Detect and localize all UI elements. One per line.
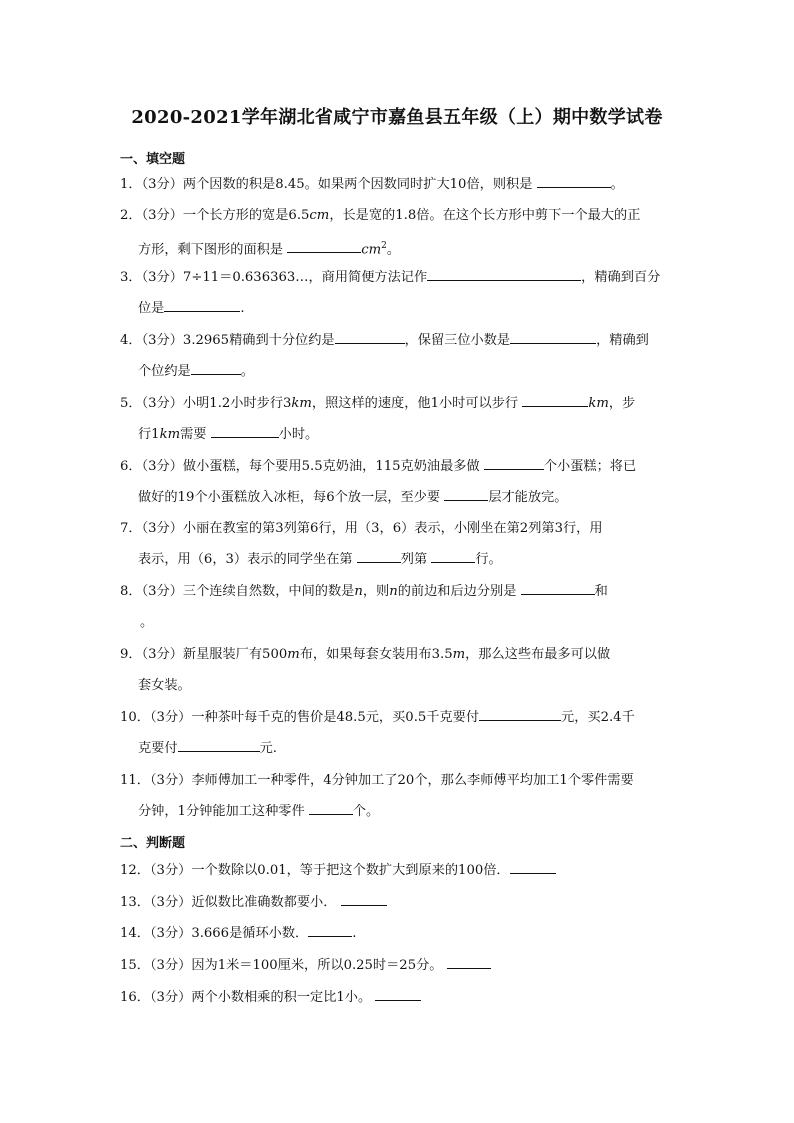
q7-text-d: 行。 <box>475 552 502 567</box>
q5-unit-km-2: km <box>588 396 609 411</box>
q9-text-d: 套女装。 <box>138 678 191 693</box>
q5-text-f: 小时。 <box>278 427 319 442</box>
section-fill-heading: 一、填空题 <box>120 152 186 167</box>
q3-text-d: . <box>240 301 245 316</box>
q3-blank-1[interactable] <box>427 267 581 281</box>
q5-text-e: 需要 <box>180 427 211 442</box>
q4-text-d: 个位约是 <box>138 364 191 379</box>
q10-text-a: 10．（3分）一种茶叶每千克的售价是48.5元，买0.5千克要付 <box>120 710 480 725</box>
q2-unit-cm2: cm <box>361 242 382 258</box>
q14-blank[interactable] <box>308 923 352 937</box>
q5-unit-km-1: km <box>291 396 312 411</box>
q13-text: 13．（3分）近似数比准确数都要小． <box>120 895 341 910</box>
q14-text-end: . <box>352 926 357 941</box>
q9-unit-m-1: m <box>287 647 300 662</box>
q8-text-b: ，则 <box>362 584 390 599</box>
q8-text-e: 。 <box>140 615 154 630</box>
q16-text: 16．（3分）两个小数相乘的积一定比1小。 <box>120 990 376 1005</box>
q7-blank-2[interactable] <box>431 549 475 563</box>
q5-text-c: ，步 <box>608 396 636 411</box>
q8-text-d: 和 <box>594 584 608 599</box>
q1-end: 。 <box>610 177 624 192</box>
q14-text: 14．（3分）3.666是循环小数． <box>120 926 309 941</box>
q5-unit-km-3: km <box>159 427 181 442</box>
q10-text-b: 元，买2.4千 <box>561 710 635 725</box>
q16-blank[interactable] <box>375 987 421 1001</box>
question-9 <box>120 639 676 701</box>
question-16 <box>120 982 676 1013</box>
question-7 <box>120 513 676 575</box>
q8-text-a: 8．（3分）三个连续自然数，中间的数是 <box>120 584 355 599</box>
q5-text-b: ，照这样的速度，他1小时可以步行 <box>311 396 523 411</box>
q2-text-a: 2．（3分）一个长方形的宽是6.5 <box>120 208 310 223</box>
q6-text-c: 做好的19个小蛋糕放入冰柜，每6个放一层，至少要 <box>138 490 445 505</box>
q8-var-n-2: n <box>389 584 398 599</box>
q6-text-a: 6．（3分）做小蛋糕，每个要用5.5克奶油，115克奶油最多做 <box>120 459 484 474</box>
q9-text-a: 9．（3分）新星服装厂有500 <box>120 647 288 662</box>
question-1 <box>120 169 676 200</box>
q7-text-c: 列第 <box>400 552 432 567</box>
q8-var-n-1: n <box>354 584 363 599</box>
q6-text-d: 层才能放完。 <box>488 490 568 505</box>
q10-blank-1[interactable] <box>479 707 561 721</box>
question-6 <box>120 451 676 513</box>
q7-blank-1[interactable] <box>357 549 401 563</box>
q3-blank-2[interactable] <box>164 298 240 312</box>
q4-text-c: ，精确到 <box>596 333 649 348</box>
q11-text-a: 11．（3分）李师傅加工一种零件，4分钟加工了20个，那么李师傅平均加工1个零件需要 <box>120 773 634 788</box>
q11-blank[interactable] <box>309 801 353 815</box>
q4-blank-3[interactable] <box>191 361 241 375</box>
q10-blank-2[interactable] <box>178 738 260 752</box>
q6-blank-2[interactable] <box>444 487 488 501</box>
question-12 <box>120 855 676 886</box>
q4-text-a: 4．（3分）3.2965精确到十分位约是 <box>120 333 335 348</box>
q9-text-c: ，那么这些布最多可以做 <box>465 647 611 662</box>
q10-text-c: 克要付 <box>138 741 178 756</box>
q8-text-c: 的前边和后边分别是 <box>397 584 521 599</box>
q9-unit-m-2: m <box>452 647 466 662</box>
q3-text-a: 3．（3分）7÷11＝0.636363…，商用简便方法记作 <box>120 270 428 285</box>
q8-blank[interactable] <box>521 581 595 595</box>
q12-blank[interactable] <box>510 860 556 874</box>
q2-text-c: 方形，剩下图形的面积是 <box>138 242 288 258</box>
q1-blank[interactable] <box>537 174 611 188</box>
q2-text-d: 。 <box>386 242 401 258</box>
question-4 <box>120 325 676 387</box>
question-13 <box>120 887 676 918</box>
q5-blank-2[interactable] <box>211 424 279 438</box>
q13-blank[interactable] <box>341 892 387 906</box>
q4-text-b: ，保留三位小数是 <box>404 333 511 348</box>
q2-unit-cm: cm <box>309 208 330 223</box>
question-3 <box>120 262 676 324</box>
q9-text-b: 布，如果每套女装用布3.5 <box>299 647 453 662</box>
q2-blank[interactable] <box>287 239 361 253</box>
q12-text: 12．（3分）一个数除以0.01，等于把这个数扩大到原来的100倍． <box>120 863 510 878</box>
page-title: 2020-2021学年湖北省咸宁市嘉鱼县五年级（上）期中数学试卷 <box>131 107 663 128</box>
q5-text-a: 5．（3分）小明1.2小时步行3 <box>120 396 292 411</box>
q1-text: 1．（3分）两个因数的积是8.45。如果两个因数同时扩大10倍，则积是 <box>120 177 537 192</box>
question-8 <box>120 576 676 638</box>
question-14 <box>120 918 676 949</box>
q4-blank-2[interactable] <box>510 330 596 344</box>
q3-text-b: ，精确到百分 <box>581 270 661 285</box>
q5-text-d: 行1 <box>138 427 160 442</box>
q11-text-c: 个。 <box>352 804 380 819</box>
q10-text-d: 元. <box>259 741 277 756</box>
question-11 <box>120 765 676 827</box>
q2-text-b: ，长是宽的1.8倍。在这个长方形中剪下一个最大的正 <box>329 208 641 223</box>
q5-blank-1[interactable] <box>522 393 588 407</box>
q3-text-c: 位是 <box>138 301 165 316</box>
q4-text-e: 。 <box>240 364 254 379</box>
q15-text: 15．（3分）因为1米＝100厘米，所以0.25时＝25分。 <box>120 958 447 973</box>
question-5 <box>120 388 676 450</box>
question-2 <box>120 200 676 265</box>
section-judge-heading: 二、判断题 <box>120 836 186 851</box>
q7-text-b: 表示，用（6，3）表示的同学坐在第 <box>138 552 357 567</box>
q7-text-a: 7．（3分）小丽在教室的第3列第6行，用（3，6）表示，小刚坐在第2列第3行，用 <box>120 521 603 536</box>
q2-unit-sup: 2 <box>381 241 387 251</box>
q4-blank-1[interactable] <box>335 330 405 344</box>
q6-blank-1[interactable] <box>484 456 544 470</box>
q15-blank[interactable] <box>447 955 491 969</box>
q11-text-b: 分钟，1分钟能加工这种零件 <box>138 804 309 819</box>
question-15 <box>120 950 676 981</box>
q6-text-b: 个小蛋糕；将已 <box>543 459 637 474</box>
question-10 <box>120 702 676 764</box>
